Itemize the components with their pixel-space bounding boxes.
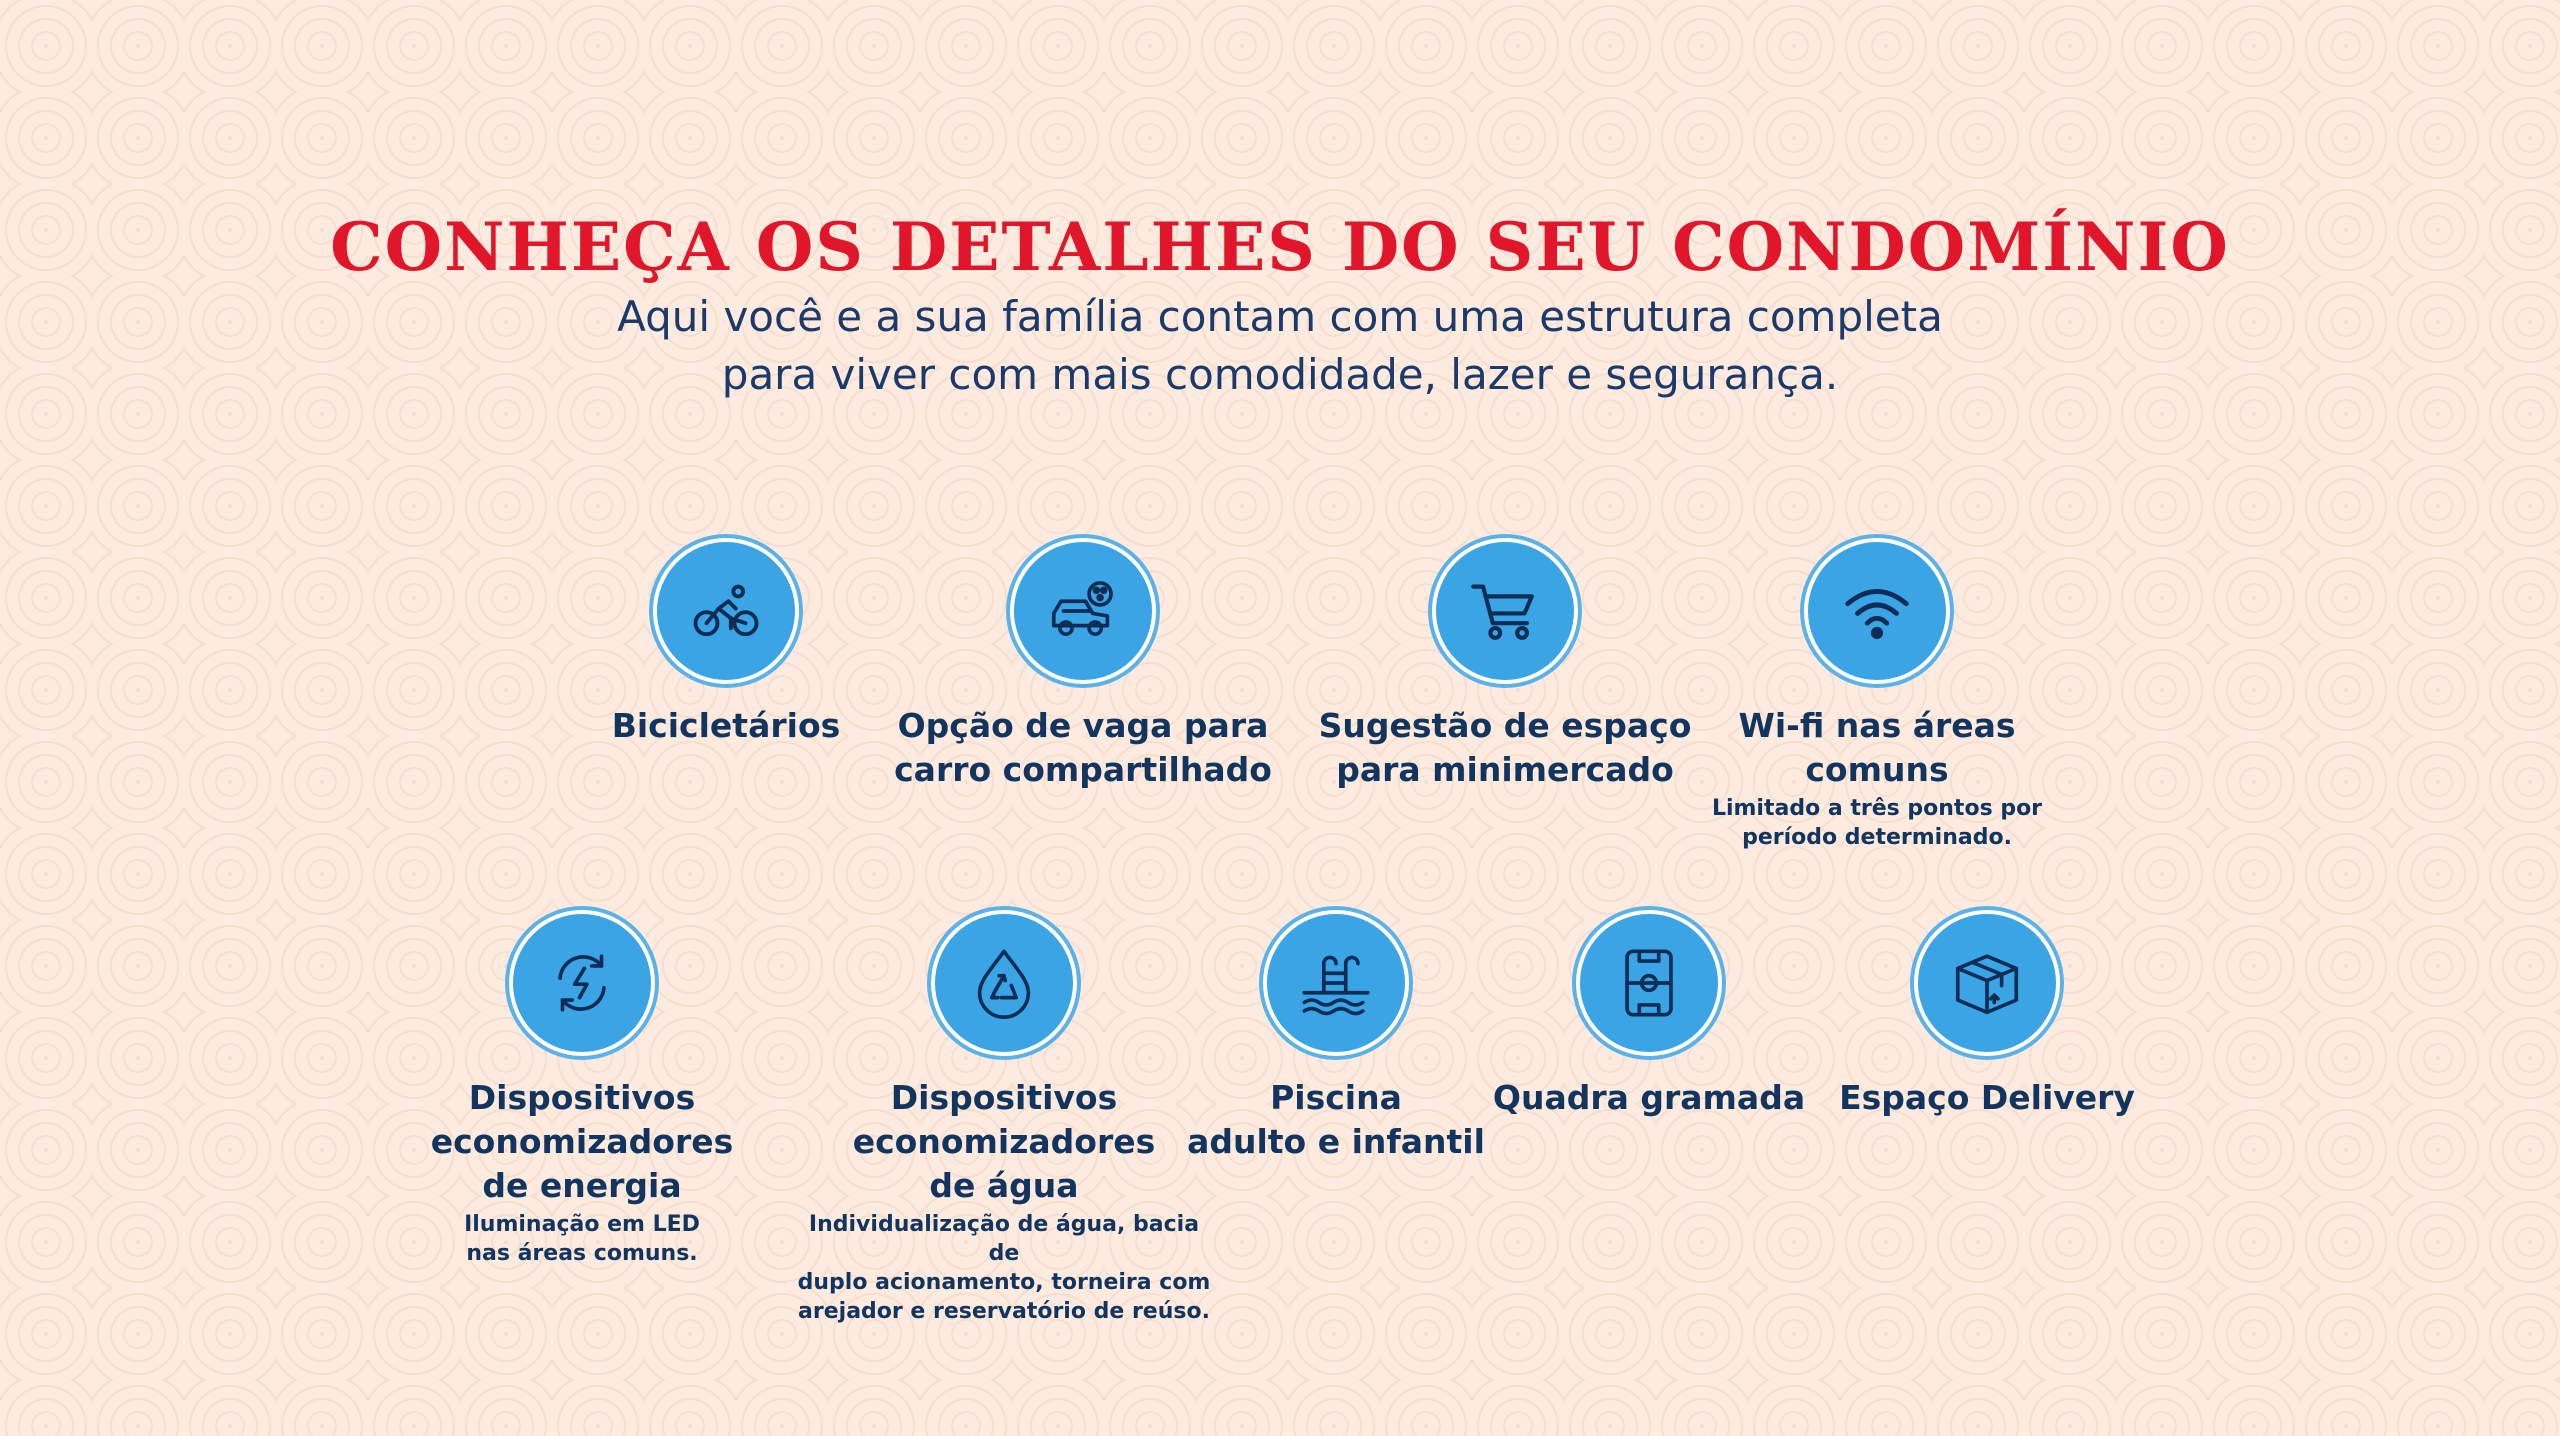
page-title: CONHEÇA OS DETALHES DO SEU CONDOMÍNIO [330, 208, 2230, 286]
feature-wifi [1667, 538, 2087, 852]
feature-icon-circle [1804, 538, 1950, 684]
feature-economizadores-energia [372, 910, 792, 1268]
feature-icon-circle [509, 910, 655, 1056]
feature-label: Dispositivos economizadores de água [852, 1078, 1156, 1205]
subtitle-line-1: Aqui você e a sua família contam com uma estrutura completa [617, 292, 1943, 341]
feature-vaga-carro [873, 538, 1293, 792]
feature-icon-circle [1576, 910, 1722, 1056]
shopping-cart-icon [1466, 572, 1544, 650]
feature-icon-circle [931, 910, 1077, 1056]
bicycle-icon [687, 572, 765, 650]
subtitle-line-2: para viver com mais comodidade, lazer e segurança. [721, 350, 1839, 399]
feature-note: Iluminação em LED nas áreas comuns. [464, 1212, 700, 1266]
feature-icon-circle [1432, 538, 1578, 684]
sports-court-icon [1610, 944, 1688, 1022]
feature-label: Piscina adulto e infantil [1187, 1078, 1485, 1161]
feature-label: Espaço Delivery [1839, 1078, 2135, 1117]
feature-note: Limitado a três pontos por período determinado. [1711, 796, 2043, 850]
feature-label: Sugestão de espaço para minimercado [1318, 706, 1692, 789]
shared-car-icon [1044, 572, 1122, 650]
feature-minimercado [1295, 538, 1715, 792]
page-subtitle [380, 288, 2180, 404]
wifi-icon [1838, 572, 1916, 650]
energy-saving-icon [543, 944, 621, 1022]
pool-ladder-icon [1297, 944, 1375, 1022]
feature-note: Individualização de água, bacia de duplo acionamento, torneira com arejador e reservatório de reúso. [797, 1212, 1211, 1324]
feature-label: Opção de vaga para carro compartilhado [894, 706, 1272, 789]
feature-delivery [1777, 910, 2197, 1120]
feature-icon-circle [653, 538, 799, 684]
feature-icon-circle [1263, 910, 1409, 1056]
feature-label: Quadra gramada [1492, 1078, 1806, 1117]
feature-icon-circle [1914, 910, 2060, 1056]
feature-icon-circle [1010, 538, 1156, 684]
feature-label: Bicicletários [611, 706, 841, 745]
feature-label: Dispositivos economizadores de energia [430, 1078, 734, 1205]
water-drop-recycle-icon [965, 944, 1043, 1022]
delivery-box-icon [1948, 944, 2026, 1022]
feature-label: Wi-fi nas áreas comuns [1738, 706, 2016, 789]
